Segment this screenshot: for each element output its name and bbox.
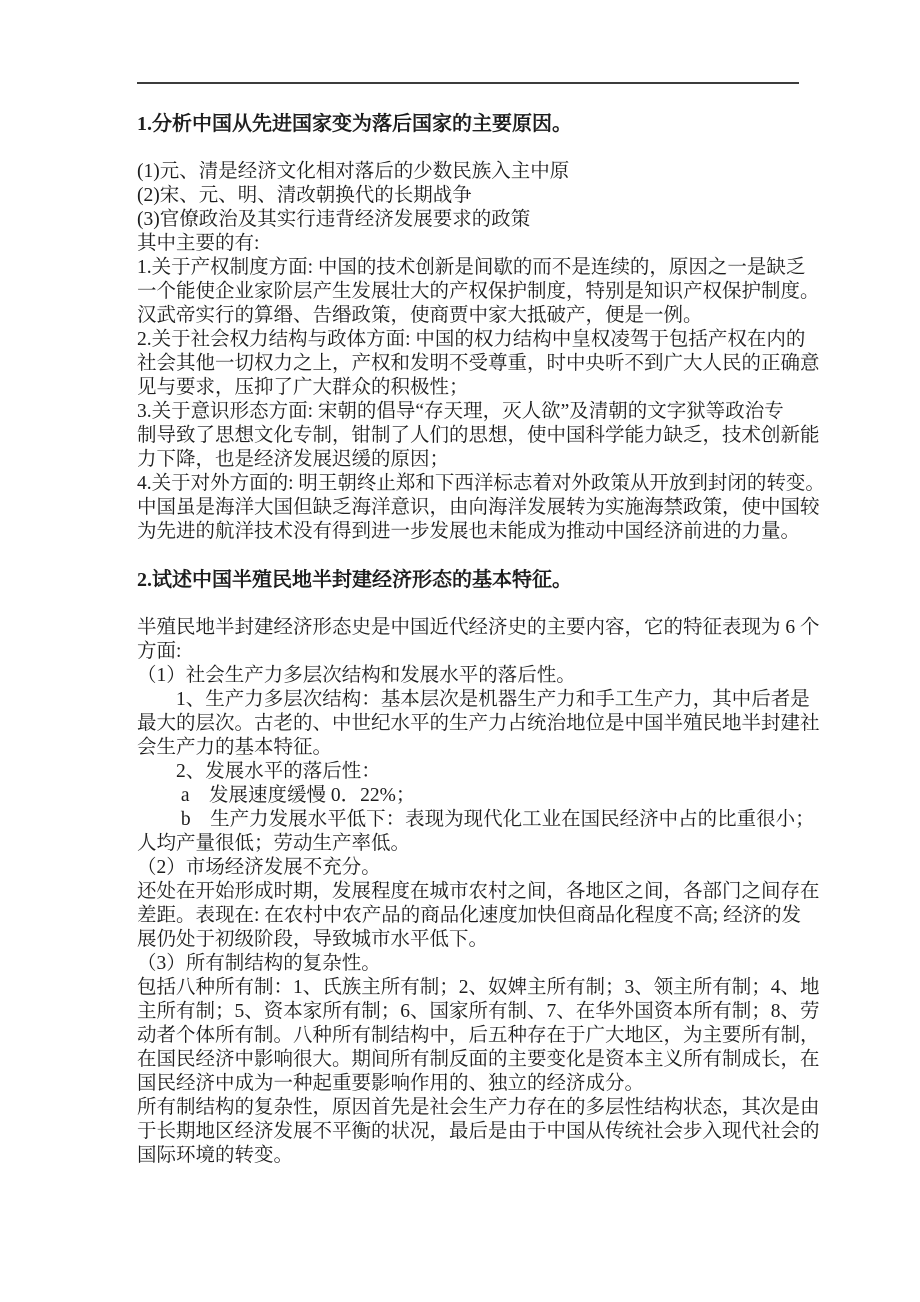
text-line: (2)宋、元、明、清改朝换代的长期战争 [137, 185, 472, 206]
text-line: 包括八种所有制：1、氏族主所有制；2、奴婢主所有制；3、领主所有制；4、地 [137, 977, 820, 998]
horizontal-rule [137, 82, 799, 84]
question-2-heading: 2.试述中国半殖民地半封建经济形态的基本特征。 [137, 569, 572, 591]
text-line: 在国民经济中影响很大。期间所有制反面的主要变化是资本主义所有制成长，在 [137, 1049, 820, 1070]
text-line: 主所有制；5、资本家所有制；6、国家所有制、7、在华外国资本所有制；8、劳 [137, 1001, 820, 1022]
text-line: 于长期地区经济发展不平衡的状况，最后是由于中国从传统社会步入现代社会的 [137, 1121, 820, 1142]
question-1-heading: 1.分析中国从先进国家变为落后国家的主要原因。 [137, 113, 572, 135]
text-line: 一个能使企业家阶层产生发展壮大的产权保护制度，特别是知识产权保护制度。 [137, 281, 820, 302]
text-line: 所有制结构的复杂性，原因首先是社会生产力存在的多层性结构状态，其次是由 [137, 1097, 820, 1118]
text-line: 展仍处于初级阶段，导致城市水平低下。 [137, 929, 489, 950]
text-line: 4.关于对外方面的: 明王朝终止郑和下西洋标志着对外政策从开放到封闭的转变。 [137, 473, 825, 494]
text-line: 会生产力的基本特征。 [137, 737, 333, 758]
text-line: 2.关于社会权力结构与政体方面: 中国的权力结构中皇权凌驾于包括产权在内的 [137, 329, 806, 350]
text-line: （3）所有制结构的复杂性。 [137, 953, 381, 974]
answer-2-text [137, 616, 820, 1168]
text-line: 最大的层次。古老的、中世纪水平的生产力占统治地位是中国半殖民地半封建社 [137, 713, 820, 734]
qa-section-1 [137, 112, 825, 544]
text-line: 人均产量很低；劳动生产率低。 [137, 833, 411, 854]
text-line: 力下降，也是经济发展迟缓的原因； [137, 449, 450, 470]
text-line: 社会其他一切权力之上，产权和发明不受尊重，时中央听不到广大人民的正确意 [137, 353, 820, 374]
text-line: 方面: [137, 641, 182, 662]
document-body [137, 82, 825, 1168]
text-line: （1）社会生产力多层次结构和发展水平的落后性。 [137, 665, 576, 686]
text-line: 见与要求，压抑了广大群众的积极性； [137, 377, 469, 398]
text-line: 2、发展水平的落后性： [137, 761, 381, 782]
text-line: 动者个体所有制。八种所有制结构中，后五种存在于广大地区，为主要所有制， [137, 1025, 820, 1046]
text-line: （2）市场经济发展不充分。 [137, 857, 381, 878]
text-line: 中国虽是海洋大国但缺乏海洋意识，由向海洋发展转为实施海禁政策，使中国较 [137, 497, 820, 518]
text-line: (3)官僚政治及其实行违背经济发展要求的政策 [137, 209, 531, 230]
text-line: 半殖民地半封建经济形态史是中国近代经济史的主要内容，它的特征表现为 6 个 [137, 617, 820, 638]
text-line: (1)元、清是经济文化相对落后的少数民族入主中原 [137, 161, 570, 182]
text-line: 国际环境的转变。 [137, 1145, 294, 1166]
qa-section-2 [137, 568, 820, 1168]
text-line: 汉武帝实行的算缗、告缗政策，使商贾中家大抵破产，便是一例。 [137, 305, 703, 326]
text-line: 1.关于产权制度方面: 中国的技术创新是间歇的而不是连续的，原因之一是缺乏 [137, 257, 806, 278]
text-line: b 生产力发展水平低下：表现为现代化工业在国民经济中占的比重很小； [137, 809, 815, 830]
text-line: 为先进的航洋技术没有得到进一步发展也未能成为推动中国经济前进的力量。 [137, 521, 801, 542]
text-line: 国民经济中成为一种起重要影响作用的、独立的经济成分。 [137, 1073, 645, 1094]
text-line: 其中主要的有: [137, 233, 260, 254]
text-line: 还处在开始形成时期，发展程度在城市农村之间，各地区之间，各部门之间存在 [137, 881, 820, 902]
text-line: 1、生产力多层次结构：基本层次是机器生产力和手工生产力，其中后者是 [137, 689, 810, 710]
text-line: 3.关于意识形态方面: 宋朝的倡导“存天理，灭人欲”及清朝的文字狱等政治专 [137, 401, 784, 422]
text-line: a 发展速度缓慢 0．22%； [137, 785, 416, 806]
text-line: 差距。表现在: 在农村中农产品的商品化速度加快但商品化程度不高; 经济的发 [137, 905, 802, 926]
answer-1-text [137, 160, 825, 544]
text-line: 制导致了思想文化专制，钳制了人们的思想，使中国科学能力缺乏，技术创新能 [137, 425, 820, 446]
